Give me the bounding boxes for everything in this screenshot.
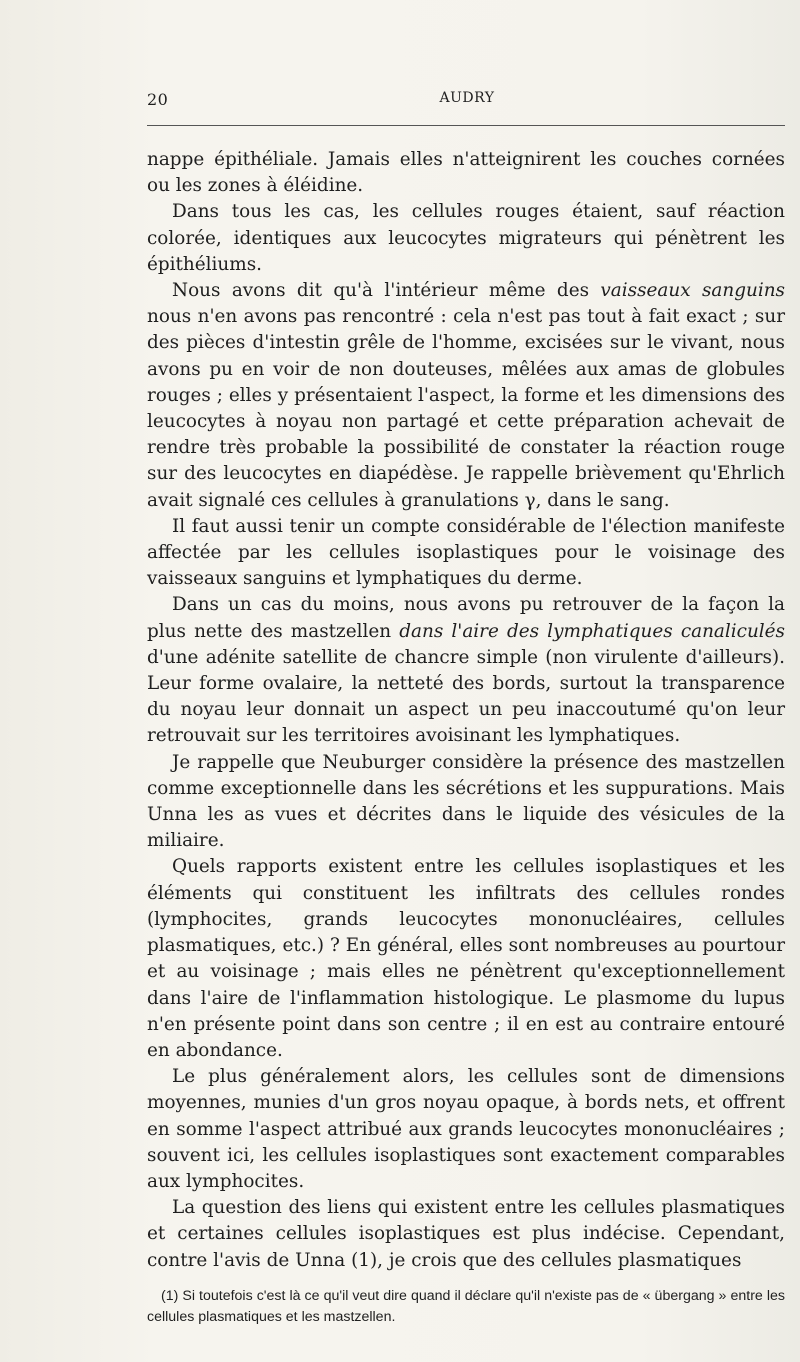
footnote: [147, 1286, 785, 1328]
text-run: Nous avons dit qu'à l'intérieur même des: [172, 280, 601, 302]
running-title: AUDRY: [439, 90, 495, 106]
paragraph: La question des liens qui existent entre les cellules plasmatiques et certaines cellules isoplastiques est plus indécise. Cependant, contre l'avis de Unna (1), je crois que des cellules plasmatiques: [147, 1197, 785, 1271]
paragraph: [147, 592, 785, 749]
paragraph: Le plus généralement alors, les cellules sont de dimensions moyennes, munies d'un gros noyau opaque, à bords nets, et offrent en somme l'aspect attribué aux grands leucocytes mononucléaires ; souvent ici, les cellules isoplastiques sont exactement comparables aux lymphocites.: [147, 1066, 785, 1192]
running-head: [147, 90, 787, 114]
paragraph: nappe épithéliale. Jamais elles n'atteignirent les couches cornées ou les zones à éléidine.: [147, 149, 785, 197]
text-run: nous n'en avons pas rencontré : cela n'est pas tout à fait exact ; sur des pièces d'intestin grêle de l'homme, excisées sur le vivant, nous avons pu en voir de non douteuses, mêlées aux amas de globules rouges ; elles y présentaient l'aspect, la forme et les dimensions des leucocytes à noyau non partagé et cette préparation achevait de rendre très probable la possibilité de constater la réaction rouge sur des leucocytes en diapédèse. Je rappelle brièvement qu'Ehrlich avait signalé ces cellules à granulations γ, dans le sang.: [147, 306, 785, 511]
page-number: 20: [147, 90, 169, 109]
body-text: [147, 147, 785, 1274]
paragraph: Je rappelle que Neuburger considère la présence des mastzellen comme exceptionnelle dans les sécrétions et les suppurations. Mais Unna les as vues et décrites dans le liquide des vésicules de la miliaire.: [147, 751, 785, 852]
header-rule: [147, 125, 785, 126]
text-run: d'une adénite satellite de chancre simple (non virulente d'ailleurs). Leur forme ovalaire, la netteté des bords, surtout la transparence du noyau leur donnait un aspect un peu inaccoutumé qu'on leur retrouvait sur les territoires avoisinant les lymphatiques.: [147, 646, 785, 747]
paragraph: [147, 278, 785, 514]
paragraph: Il faut aussi tenir un compte considérable de l'élection manifeste affectée par les cellules isoplastiques pour le voisinage des vaisseaux sanguins et lymphatiques du derme.: [147, 515, 785, 590]
italic-text: dans l'aire des lymphatiques canaliculés: [399, 620, 785, 642]
text-run: Dans un cas du moins, nous avons pu retrouver de la façon la plus nette des mastzellen: [147, 594, 785, 642]
footnote-text: (1) Si toutefois c'est là ce qu'il veut dire quand il déclare qu'il n'existe pas de « übergang » entre les cellules plasmatiques et les mastzellen.: [147, 1288, 785, 1325]
italic-text: vaisseaux sanguins: [600, 280, 785, 302]
paragraph: Dans tous les cas, les cellules rouges étaient, sauf réaction colorée, identiques aux leucocytes migrateurs qui pénètrent les épithéliums.: [147, 201, 785, 275]
paragraph: Quels rapports existent entre les cellules isoplastiques et les éléments qui constituent les infiltrats des cellules rondes (lymphocites, grands leucocytes mononucléaires, cellules plasmatiques, etc.) ? En général, elles sont nombreuses au pourtour et au voisinage ; mais elles ne pénètrent qu'exceptionnellement dans l'aire de l'inflammation histologique. Le plasmome du lupus n'en présente point dans son centre ; il en est au contraire entouré en abondance.: [147, 856, 785, 1061]
